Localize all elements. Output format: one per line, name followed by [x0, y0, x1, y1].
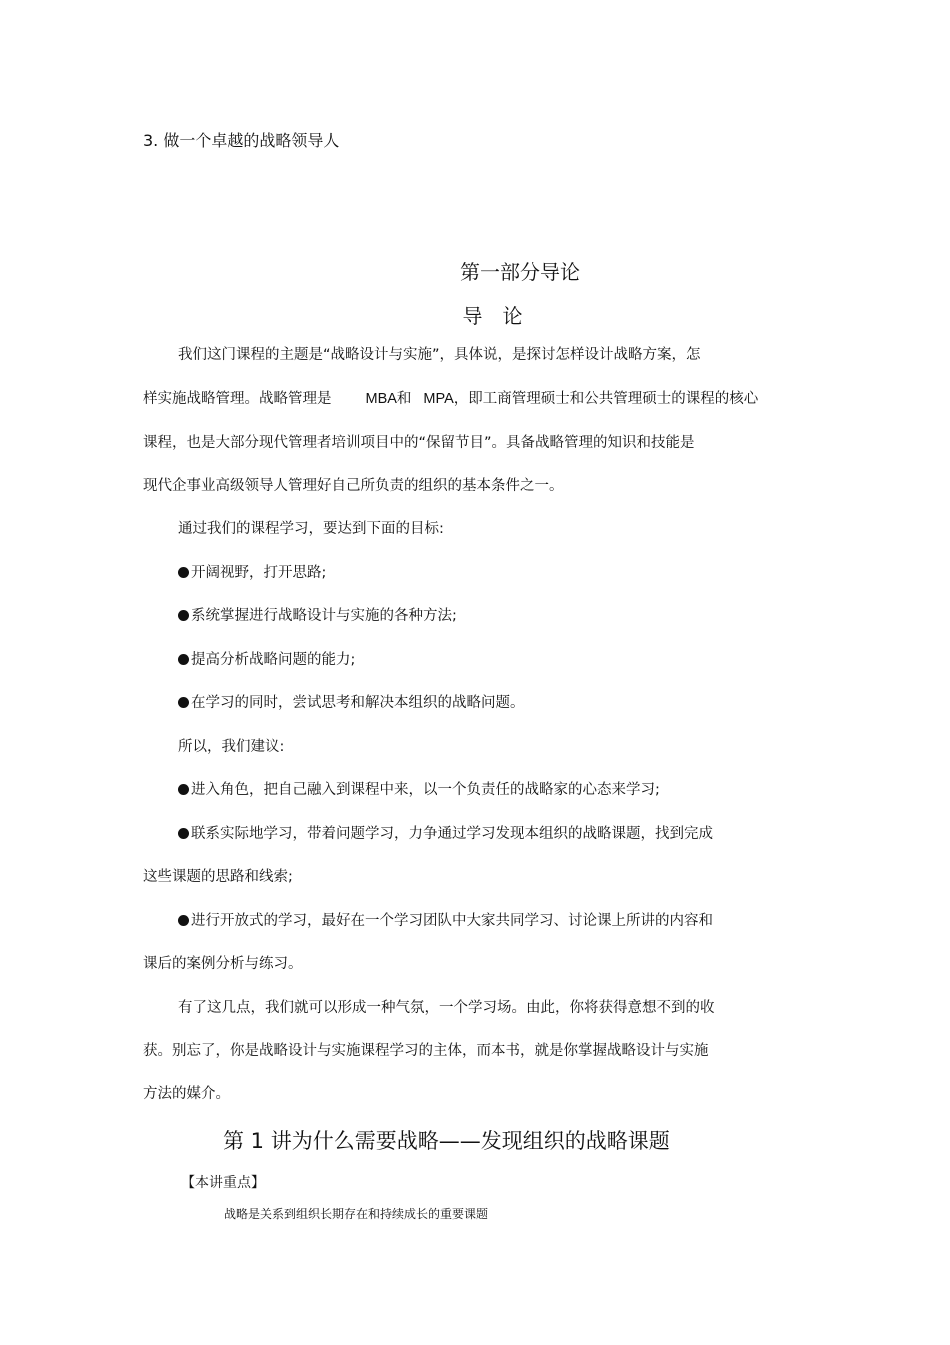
intro-line-4: 现代企事业高级领导人管理好自己所负责的组织的基本条件之一。: [143, 478, 564, 494]
advice-item-continued: 这些课题的思路和线索;: [143, 869, 293, 885]
advice-item: 联系实际地学习，带着问题学习，力争通过学习发现本组织的战略课题，找到完成: [178, 824, 713, 844]
advice-item-continued: 课后的案例分析与练习。: [143, 956, 303, 972]
intro-line-1: 我们这门课程的主题是“战略设计与实施”，具体说，是探讨怎样设计战略方案，怎: [178, 347, 701, 363]
bullet-icon: [178, 567, 189, 578]
goals-lead: 通过我们的课程学习，要达到下面的目标:: [178, 521, 444, 537]
lecture-title: 第 1 讲为什么需要战略——发现组织的战略课题: [223, 1129, 670, 1153]
bullet-icon: [178, 828, 189, 839]
closing-line-3: 方法的媒介。: [143, 1086, 230, 1102]
bullet-icon: [178, 784, 189, 795]
closing-line-1: 有了这几点，我们就可以形成一种气氛，一个学习场。由此，你将获得意想不到的收: [178, 1000, 715, 1016]
intro-mpa: MPA，即工商管理硕士和公共管理硕士的课程的核心: [423, 391, 759, 407]
bullet-icon: [178, 610, 189, 621]
part-title: 第一部分导论: [460, 260, 580, 284]
goal-item: 开阔视野，打开思路;: [178, 563, 326, 583]
keypoint-text: 战略是关系到组织长期存在和持续成长的重要课题: [224, 1207, 489, 1221]
intro-line-2: [143, 389, 758, 409]
advice-item: 进入角色，把自己融入到课程中来，以一个负责任的战略家的心态来学习;: [178, 780, 660, 800]
goal-item: 系统掌握进行战略设计与实施的各种方法;: [178, 606, 457, 626]
intro-title: 导 论: [462, 304, 523, 328]
intro-mba: MBA和: [365, 391, 412, 407]
intro-line-2-start: 样实施战略管理。战略管理是: [143, 391, 332, 407]
section-item-heading: 3. 做一个卓越的战略领导人: [143, 131, 340, 150]
bullet-icon: [178, 654, 189, 665]
bullet-icon: [178, 697, 189, 708]
advice-lead: 所以，我们建议:: [178, 739, 285, 755]
goal-item: 提高分析战略问题的能力;: [178, 650, 355, 670]
goal-item: 在学习的同时，尝试思考和解决本组织的战略问题。: [178, 693, 525, 713]
closing-line-2: 获。别忘了，你是战略设计与实施课程学习的主体，而本书，就是你掌握战略设计与实施: [143, 1043, 709, 1059]
intro-line-3: 课程，也是大部分现代管理者培训项目中的“保留节目”。具备战略管理的知识和技能是: [143, 435, 695, 451]
keypoint-label: 【本讲重点】: [181, 1175, 265, 1191]
advice-item: 进行开放式的学习，最好在一个学习团队中大家共同学习、讨论课上所讲的内容和: [178, 911, 713, 931]
bullet-icon: [178, 915, 189, 926]
